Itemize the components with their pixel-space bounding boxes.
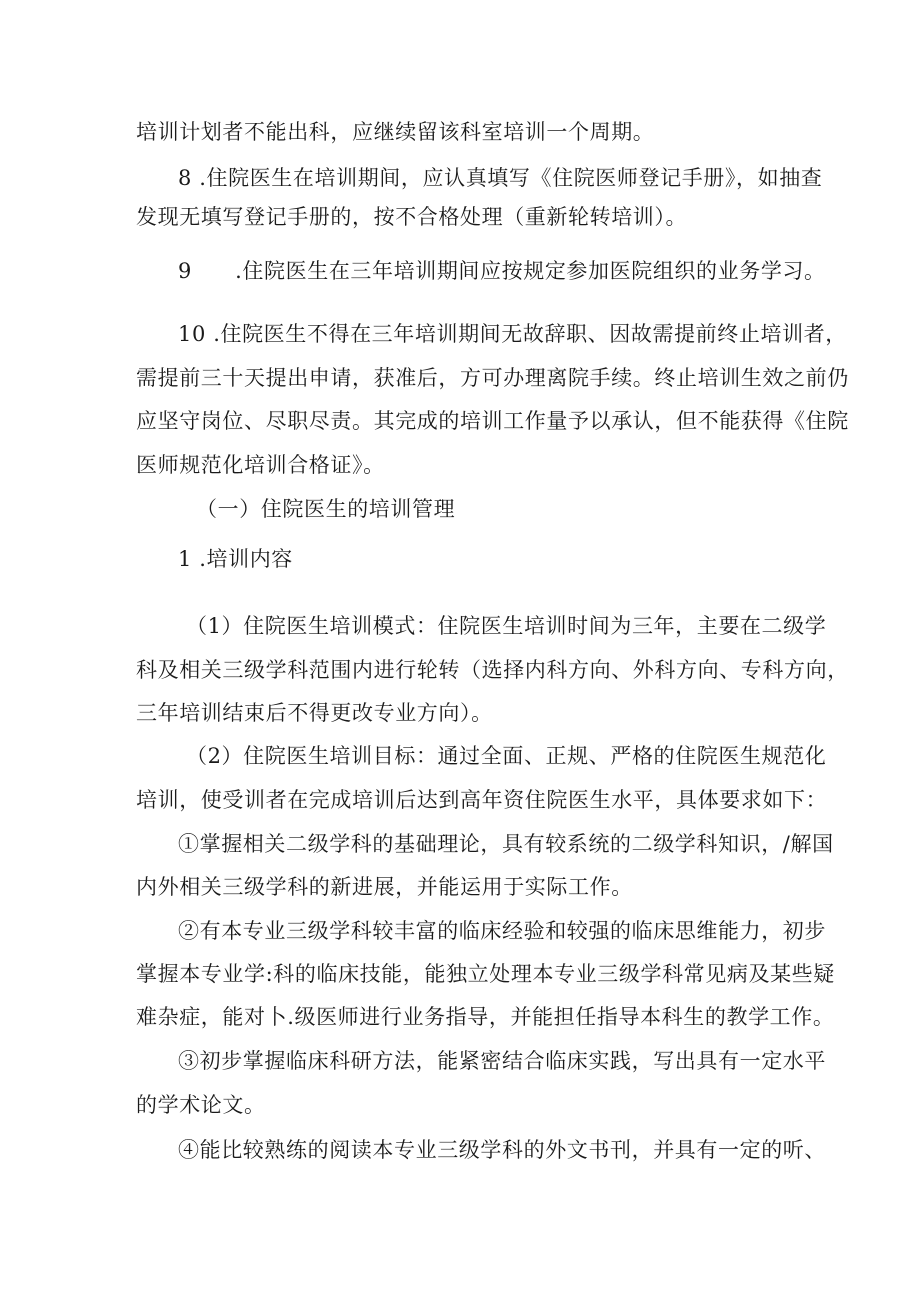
text-line: （2）住院医生培训目标：通过全面、正规、严格的住院医生规范化 <box>186 744 827 768</box>
subsection-heading: 1 .培训内容 <box>178 547 293 571</box>
text-line: 发现无填写登记手册的，按不合格处理（重新轮转培训）。 <box>136 205 688 229</box>
section-heading: （一）住院医生的培训管理 <box>196 497 456 521</box>
text-line: 培训计划者不能出科，应继续留该科室培训一个周期。 <box>136 120 655 144</box>
text-line: 需提前三十天提出申请，获准后，方可办理离院手续。终止培训生效之前仍 <box>136 366 849 390</box>
text-line: 10 .住院医生不得在三年培训期间无故辞职、因故需提前终止培训者， <box>178 322 847 346</box>
text-line: 科及相关三级学科范围内进行轮转（选择内科方向、外科方向、专科方向， <box>136 658 849 682</box>
text-line: 9 .住院医生在三年培训期间应按规定参加医院组织的业务学习。 <box>178 259 826 283</box>
text-line: ③初步掌握临床科研方法，能紧密结合临床实践，写出具有一定水平 <box>178 1049 826 1073</box>
text-line: 8 .住院医生在培训期间，应认真填写《住院医师登记手册》，如抽查 <box>178 166 823 190</box>
text-line: （1）住院医生培训模式：住院医生培训时间为三年，主要在二级学 <box>186 614 827 638</box>
text-line: 的学术论文。 <box>136 1093 266 1117</box>
text-line: 培训，使受训者在完成培训后达到高年资住院医生水平，具体要求如下： <box>136 788 828 812</box>
text-line: 掌握本专业学:科的临床技能，能独立处理本专业三级学科常见病及某些疑 <box>136 962 835 986</box>
text-line: 应坚守岗位、尽职尽责。其完成的培训工作量予以承认，但不能获得《住院 <box>136 409 849 433</box>
text-line: ②有本专业三级学科较丰富的临床经验和较强的临床思维能力，初步 <box>178 919 826 943</box>
text-line: 内外相关三级学科的新进展，并能运用于实际工作。 <box>136 875 633 899</box>
text-line: 医师规范化培训合格证》。 <box>136 453 385 477</box>
text-line: 难杂症，能对卜.级医师进行业务指导，并能担任指导本科生的教学工作。 <box>136 1005 835 1029</box>
text-line: ①掌握相关二级学科的基础理论，具有较系统的二级学科知识，/解国 <box>178 832 834 856</box>
text-line: ④能比较熟练的阅读本专业三级学科的外文书刊，并具有一定的听、 <box>178 1138 826 1162</box>
text-line: 三年培训结束后不得更改专业方向）。 <box>136 701 493 725</box>
